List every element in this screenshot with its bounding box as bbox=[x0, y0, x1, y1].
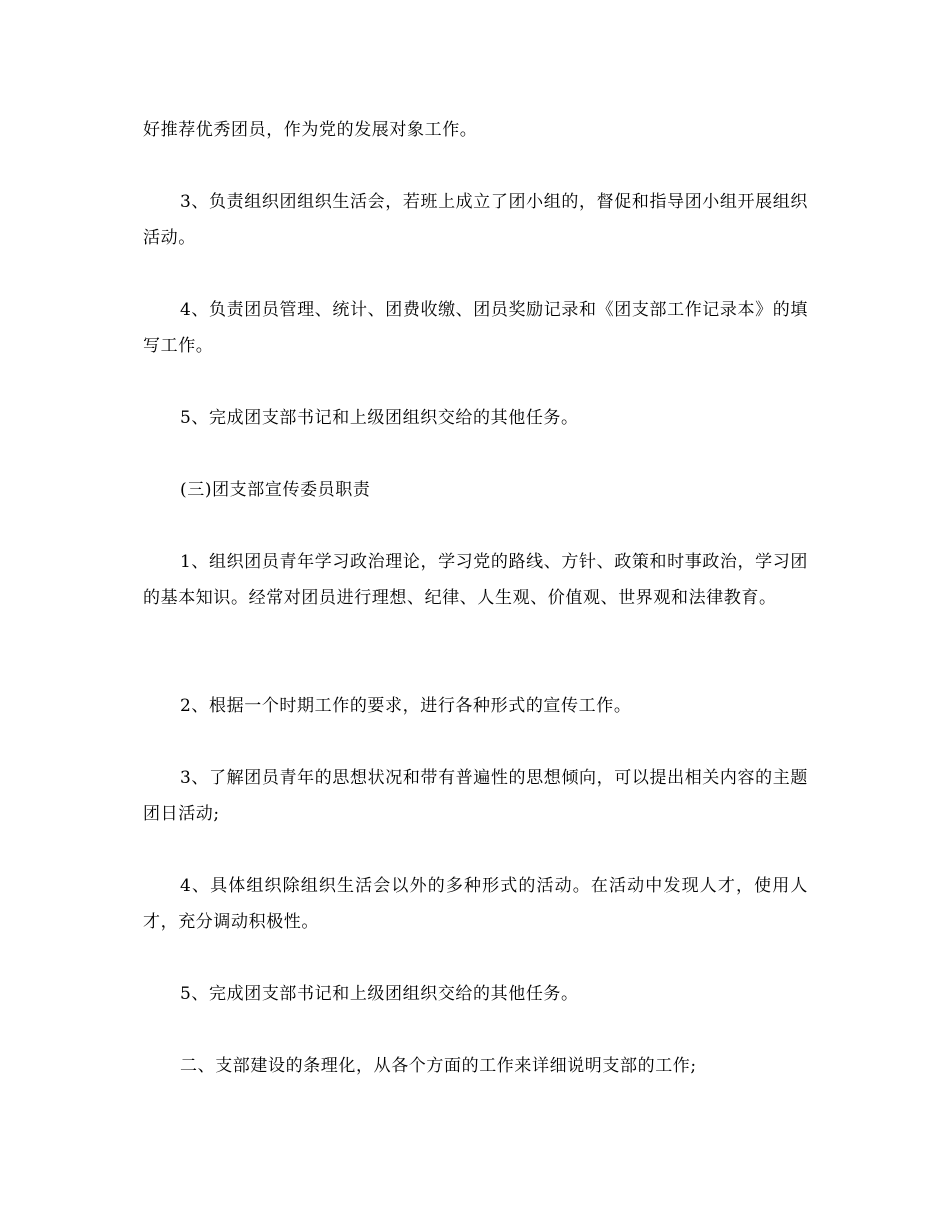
paragraph-item-3-organize-meetings: 3、负责组织团组织生活会，若班上成立了团小组的，督促和指导团小组开展组织活动。 bbox=[143, 192, 808, 248]
section-heading-branch-construction: 二、支部建设的条理化，从各个方面的工作来详细说明支部的工作; bbox=[180, 1056, 697, 1076]
paragraph-continuation: 好推荐优秀团员，作为党的发展对象工作。 bbox=[143, 120, 478, 140]
paragraph-item-3-ideology-status: 3、了解团员青年的思想状况和带有普遍性的思想倾向，可以提出相关内容的主题团日活动; bbox=[143, 768, 808, 824]
paragraph-item-5-other-tasks-2: 5、完成团支部书记和上级团组织交给的其他任务。 bbox=[180, 984, 579, 1004]
paragraph-item-2-publicity-work: 2、根据一个时期工作的要求，进行各种形式的宣传工作。 bbox=[180, 696, 632, 716]
paragraph-item-5-other-tasks: 5、完成团支部书记和上级团组织交给的其他任务。 bbox=[180, 408, 579, 428]
paragraph-item-4-member-management: 4、负责团员管理、统计、团费收缴、团员奖励记录和《团支部工作记录本》的填写工作。 bbox=[143, 300, 808, 356]
section-heading-propaganda-duties: (三)团支部宣传委员职责 bbox=[180, 480, 371, 500]
paragraph-item-1-study-theory: 1、组织团员青年学习政治理论，学习党的路线、方针、政策和时事政治，学习团的基本知识。经常对团员进行理想、纪律、人生观、价值观、世界观和法律教育。 bbox=[143, 552, 808, 608]
paragraph-item-4-activities: 4、具体组织除组织生活会以外的多种形式的活动。在活动中发现人才，使用人才，充分调动积极性。 bbox=[143, 876, 808, 932]
